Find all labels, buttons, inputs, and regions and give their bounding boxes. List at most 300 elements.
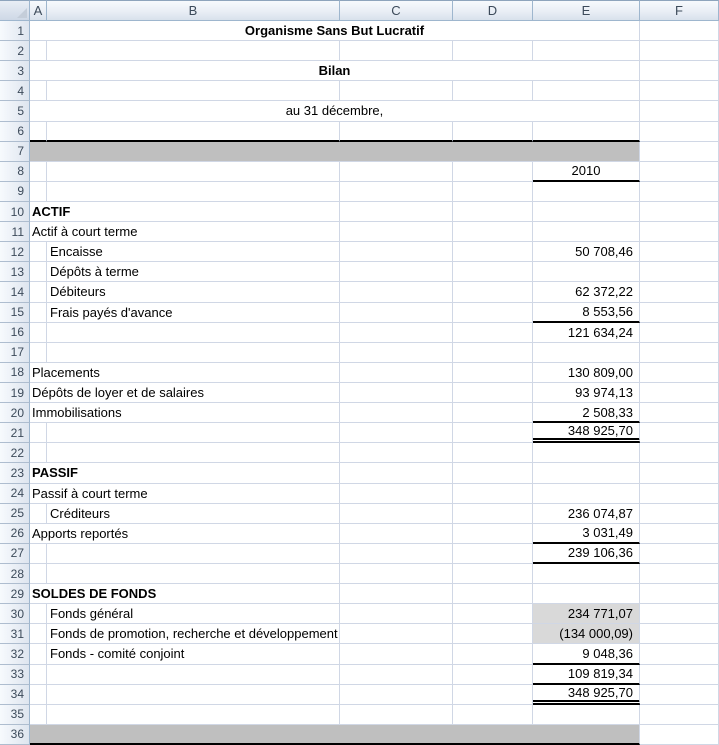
cell-E8[interactable] bbox=[533, 162, 640, 182]
cell-A23-text: PASSIF bbox=[32, 465, 78, 481]
cell-B31[interactable] bbox=[47, 624, 340, 644]
cell-E12-text: 50 708,46 bbox=[575, 244, 633, 260]
cell-C32[interactable] bbox=[340, 644, 453, 664]
cell-C10[interactable] bbox=[340, 202, 453, 222]
cell-A18-text: Placements bbox=[32, 364, 100, 380]
cell-E18-text: 130 809,00 bbox=[567, 364, 633, 380]
row-header-29[interactable]: 29 bbox=[0, 584, 30, 604]
cell-C13[interactable] bbox=[340, 262, 453, 282]
cell-C19[interactable] bbox=[340, 383, 453, 403]
row-header-12[interactable]: 12 bbox=[0, 242, 30, 262]
sheet-row-1 bbox=[30, 21, 719, 41]
cell-title-1-text: Organisme Sans But Lucratif bbox=[244, 23, 425, 39]
cell-F31[interactable] bbox=[640, 624, 719, 644]
col-header-F[interactable]: F bbox=[640, 0, 719, 21]
cell-C22[interactable] bbox=[340, 443, 453, 463]
cell-E32-text: 9 048,36 bbox=[582, 645, 633, 661]
cell-A31[interactable] bbox=[30, 624, 47, 644]
cell-B13-text: Dépôts à terme bbox=[50, 264, 139, 280]
cell-C17[interactable] bbox=[340, 343, 453, 363]
cell-B35[interactable] bbox=[47, 705, 340, 725]
cell-D10[interactable] bbox=[453, 202, 533, 222]
cell-A32[interactable] bbox=[30, 644, 47, 664]
cell-A17[interactable] bbox=[30, 343, 47, 363]
cell-E14[interactable] bbox=[533, 282, 640, 302]
cell-A22[interactable] bbox=[30, 443, 47, 463]
row-header-6[interactable]: 6 bbox=[0, 122, 30, 142]
cell-E29[interactable] bbox=[533, 584, 640, 604]
cell-D6[interactable] bbox=[453, 122, 533, 142]
row-header-17[interactable]: 17 bbox=[0, 343, 30, 363]
cell-E31-text: (134 000,09) bbox=[559, 626, 633, 642]
cell-D30[interactable] bbox=[453, 604, 533, 624]
cell-E26[interactable] bbox=[533, 524, 640, 544]
cell-B32[interactable] bbox=[47, 644, 340, 664]
cell-C30[interactable] bbox=[340, 604, 453, 624]
cell-E22[interactable] bbox=[533, 443, 640, 463]
cell-F16[interactable] bbox=[640, 323, 719, 343]
cell-F28[interactable] bbox=[640, 564, 719, 584]
cell-F21[interactable] bbox=[640, 423, 719, 443]
row-header-21[interactable]: 21 bbox=[0, 423, 30, 443]
row-header-4[interactable]: 4 bbox=[0, 81, 30, 101]
cell-B8[interactable] bbox=[47, 162, 340, 182]
row-header-11[interactable]: 11 bbox=[0, 222, 30, 242]
cell-D17[interactable] bbox=[453, 343, 533, 363]
cell-A11[interactable] bbox=[30, 222, 340, 242]
cell-A15[interactable] bbox=[30, 303, 47, 323]
cell-C6[interactable] bbox=[340, 122, 453, 142]
cell-C23[interactable] bbox=[340, 463, 453, 483]
cell-B12-text: Encaisse bbox=[50, 244, 103, 260]
row-header-10[interactable]: 10 bbox=[0, 202, 30, 222]
sheet-row-34 bbox=[30, 685, 719, 705]
cell-E19-text: 93 974,13 bbox=[575, 385, 633, 401]
cell-C27[interactable] bbox=[340, 544, 453, 564]
cell-F7[interactable] bbox=[640, 142, 719, 162]
cell-A30[interactable] bbox=[30, 604, 47, 624]
cell-D33[interactable] bbox=[453, 665, 533, 685]
cell-C2[interactable] bbox=[340, 41, 453, 61]
cell-A12[interactable] bbox=[30, 242, 47, 262]
row-header-8[interactable]: 8 bbox=[0, 162, 30, 182]
cell-B9[interactable] bbox=[47, 182, 340, 202]
sheet-row-26 bbox=[30, 524, 719, 544]
cell-F18[interactable] bbox=[640, 363, 719, 383]
cell-E32[interactable] bbox=[533, 644, 640, 664]
cell-D8[interactable] bbox=[453, 162, 533, 182]
cell-F23[interactable] bbox=[640, 463, 719, 483]
row-header-34[interactable]: 34 bbox=[0, 685, 30, 705]
cell-E17[interactable] bbox=[533, 343, 640, 363]
cell-title-1[interactable] bbox=[30, 21, 640, 41]
cell-C33[interactable] bbox=[340, 665, 453, 685]
cell-B30-text: Fonds général bbox=[50, 606, 134, 622]
cell-B16[interactable] bbox=[47, 323, 340, 343]
cell-E25[interactable] bbox=[533, 504, 640, 524]
cell-E20[interactable] bbox=[533, 403, 640, 423]
cell-B15[interactable] bbox=[47, 303, 340, 323]
row-header-33[interactable]: 33 bbox=[0, 665, 30, 685]
cell-F9[interactable] bbox=[640, 182, 719, 202]
cell-E24[interactable] bbox=[533, 484, 640, 504]
cell-A20[interactable] bbox=[30, 403, 340, 423]
sheet-row-19 bbox=[30, 383, 719, 403]
sheet-row-11 bbox=[30, 222, 719, 242]
cell-A24[interactable] bbox=[30, 484, 340, 504]
cell-A25[interactable] bbox=[30, 504, 47, 524]
cell-D19[interactable] bbox=[453, 383, 533, 403]
cell-A23[interactable] bbox=[30, 463, 340, 483]
cell-A16[interactable] bbox=[30, 323, 47, 343]
cell-E28[interactable] bbox=[533, 564, 640, 584]
cell-E9[interactable] bbox=[533, 182, 640, 202]
cell-E35[interactable] bbox=[533, 705, 640, 725]
cell-F29[interactable] bbox=[640, 584, 719, 604]
cell-E4[interactable] bbox=[533, 81, 640, 101]
cell-A19-text: Dépôts de loyer et de salaires bbox=[32, 385, 204, 401]
cell-E27[interactable] bbox=[533, 544, 640, 564]
cell-A19[interactable] bbox=[30, 383, 340, 403]
row-header-16[interactable]: 16 bbox=[0, 323, 30, 343]
row-header-28[interactable]: 28 bbox=[0, 564, 30, 584]
sheet-row-16 bbox=[30, 323, 719, 343]
cell-E12[interactable] bbox=[533, 242, 640, 262]
row-header-2[interactable]: 2 bbox=[0, 41, 30, 61]
cell-F20[interactable] bbox=[640, 403, 719, 423]
cell-C25[interactable] bbox=[340, 504, 453, 524]
row-header-3[interactable]: 3 bbox=[0, 61, 30, 81]
cell-C16[interactable] bbox=[340, 323, 453, 343]
row-header-26[interactable]: 26 bbox=[0, 524, 30, 544]
cell-A35[interactable] bbox=[30, 705, 47, 725]
cell-D16[interactable] bbox=[453, 323, 533, 343]
cell-E33-text: 109 819,34 bbox=[567, 666, 633, 682]
cell-F17[interactable] bbox=[640, 343, 719, 363]
cell-A9[interactable] bbox=[30, 182, 47, 202]
cell-B4[interactable] bbox=[47, 81, 340, 101]
select-all-triangle-icon bbox=[17, 8, 27, 18]
cell-B34[interactable] bbox=[47, 685, 340, 705]
cell-C35[interactable] bbox=[340, 705, 453, 725]
cell-C20[interactable] bbox=[340, 403, 453, 423]
col-header-A[interactable]: A bbox=[30, 0, 47, 21]
cell-E27-text: 239 106,36 bbox=[567, 545, 633, 561]
cell-A26[interactable] bbox=[30, 524, 340, 544]
cell-B14[interactable] bbox=[47, 282, 340, 302]
cell-D22[interactable] bbox=[453, 443, 533, 463]
col-header-B[interactable]: B bbox=[47, 0, 340, 21]
cell-C9[interactable] bbox=[340, 182, 453, 202]
cell-E23[interactable] bbox=[533, 463, 640, 483]
sheet-row-21 bbox=[30, 423, 719, 443]
cell-D11[interactable] bbox=[453, 222, 533, 242]
cell-B25[interactable] bbox=[47, 504, 340, 524]
cell-C8[interactable] bbox=[340, 162, 453, 182]
row-header-32[interactable]: 32 bbox=[0, 644, 30, 664]
cell-B28[interactable] bbox=[47, 564, 340, 584]
cell-F27[interactable] bbox=[640, 544, 719, 564]
cell-A20-text: Immobilisations bbox=[32, 405, 122, 421]
row-header-24[interactable]: 24 bbox=[0, 484, 30, 504]
row-header-23[interactable]: 23 bbox=[0, 463, 30, 483]
row-header-7[interactable]: 7 bbox=[0, 142, 30, 162]
cell-B33[interactable] bbox=[47, 665, 340, 685]
cell-F2[interactable] bbox=[640, 41, 719, 61]
cell-D18[interactable] bbox=[453, 363, 533, 383]
cell-A10[interactable] bbox=[30, 202, 340, 222]
cell-F15[interactable] bbox=[640, 303, 719, 323]
row-header-15[interactable]: 15 bbox=[0, 303, 30, 323]
cell-B31-text: Fonds de promotion, recherche et développement bbox=[50, 626, 338, 642]
cell-C21[interactable] bbox=[340, 423, 453, 443]
sheet-row-3 bbox=[30, 61, 719, 81]
sheet-row-4 bbox=[30, 81, 719, 101]
cell-A27[interactable] bbox=[30, 544, 47, 564]
cell-A26-text: Apports reportés bbox=[32, 525, 129, 541]
sheet-row-13 bbox=[30, 262, 719, 282]
cell-A13[interactable] bbox=[30, 262, 47, 282]
row-header-18[interactable]: 18 bbox=[0, 363, 30, 383]
cell-D12[interactable] bbox=[453, 242, 533, 262]
cell-E21[interactable] bbox=[533, 423, 640, 443]
cell-E8-text: 2010 bbox=[571, 163, 601, 179]
sheet-row-8 bbox=[30, 162, 719, 182]
sheet-row-18 bbox=[30, 363, 719, 383]
row-header-22[interactable]: 22 bbox=[0, 443, 30, 463]
cell-grid bbox=[30, 21, 719, 745]
sheet-row-33 bbox=[30, 665, 719, 685]
cell-B27[interactable] bbox=[47, 544, 340, 564]
sheet-row-2 bbox=[30, 41, 719, 61]
cell-B17[interactable] bbox=[47, 343, 340, 363]
cell-E31[interactable] bbox=[533, 624, 640, 644]
cell-E34-text: 348 925,70 bbox=[567, 684, 633, 700]
cell-D29[interactable] bbox=[453, 584, 533, 604]
cell-E11[interactable] bbox=[533, 222, 640, 242]
cell-E20-text: 2 508,33 bbox=[582, 404, 633, 420]
cell-A4[interactable] bbox=[30, 81, 47, 101]
cell-A28[interactable] bbox=[30, 564, 47, 584]
cell-A10-text: ACTIF bbox=[32, 204, 71, 220]
cell-B13[interactable] bbox=[47, 262, 340, 282]
cell-D21[interactable] bbox=[453, 423, 533, 443]
sheet-row-7 bbox=[30, 142, 719, 162]
cell-A11-text: Actif à court terme bbox=[32, 224, 138, 240]
sheet-row-36 bbox=[30, 725, 719, 745]
cell-E10[interactable] bbox=[533, 202, 640, 222]
cell-title-3[interactable] bbox=[30, 61, 640, 81]
cell-B22[interactable] bbox=[47, 443, 340, 463]
cell-D35[interactable] bbox=[453, 705, 533, 725]
sheet-row-22 bbox=[30, 443, 719, 463]
cell-D15[interactable] bbox=[453, 303, 533, 323]
cell-D25[interactable] bbox=[453, 504, 533, 524]
cell-E13[interactable] bbox=[533, 262, 640, 282]
sheet-row-28 bbox=[30, 564, 719, 584]
row-header-31[interactable]: 31 bbox=[0, 624, 30, 644]
cell-E18[interactable] bbox=[533, 363, 640, 383]
cell-D27[interactable] bbox=[453, 544, 533, 564]
cell-A34[interactable] bbox=[30, 685, 47, 705]
cell-D34[interactable] bbox=[453, 685, 533, 705]
cell-E19[interactable] bbox=[533, 383, 640, 403]
cell-F32[interactable] bbox=[640, 644, 719, 664]
sheet-row-17 bbox=[30, 343, 719, 363]
cell-F3[interactable] bbox=[640, 61, 719, 81]
cell-F36[interactable] bbox=[640, 725, 719, 745]
cell-D31[interactable] bbox=[453, 624, 533, 644]
cell-B32-text: Fonds - comité conjoint bbox=[50, 646, 185, 662]
cell-D26[interactable] bbox=[453, 524, 533, 544]
cell-D28[interactable] bbox=[453, 564, 533, 584]
cell-F30[interactable] bbox=[640, 604, 719, 624]
cell-D23[interactable] bbox=[453, 463, 533, 483]
select-all-corner[interactable] bbox=[0, 0, 30, 21]
cell-F26[interactable] bbox=[640, 524, 719, 544]
cell-F8[interactable] bbox=[640, 162, 719, 182]
sheet-row-10 bbox=[30, 202, 719, 222]
cell-A21[interactable] bbox=[30, 423, 47, 443]
cell-C31[interactable] bbox=[340, 624, 453, 644]
cell-E34[interactable] bbox=[533, 685, 640, 705]
cell-title-3-text: Bilan bbox=[318, 63, 351, 79]
cell-B25-text: Créditeurs bbox=[50, 505, 110, 521]
cell-C11[interactable] bbox=[340, 222, 453, 242]
cell-D13[interactable] bbox=[453, 262, 533, 282]
cell-F25[interactable] bbox=[640, 504, 719, 524]
row-header-14[interactable]: 14 bbox=[0, 282, 30, 302]
cell-E25-text: 236 074,87 bbox=[567, 505, 633, 521]
cell-D2[interactable] bbox=[453, 41, 533, 61]
row-header-5[interactable]: 5 bbox=[0, 101, 30, 121]
cell-C26[interactable] bbox=[340, 524, 453, 544]
sheet-row-20 bbox=[30, 403, 719, 423]
cell-E15[interactable] bbox=[533, 303, 640, 323]
cell-E6[interactable] bbox=[533, 122, 640, 142]
cell-B30[interactable] bbox=[47, 604, 340, 624]
row-header-13[interactable]: 13 bbox=[0, 262, 30, 282]
cell-B2[interactable] bbox=[47, 41, 340, 61]
cell-band-7[interactable] bbox=[30, 142, 640, 162]
cell-C34[interactable] bbox=[340, 685, 453, 705]
sheet-row-23 bbox=[30, 463, 719, 483]
sheet-row-35 bbox=[30, 705, 719, 725]
sheet-row-5 bbox=[30, 101, 719, 121]
cell-D4[interactable] bbox=[453, 81, 533, 101]
sheet-row-24 bbox=[30, 484, 719, 504]
cell-F22[interactable] bbox=[640, 443, 719, 463]
cell-F34[interactable] bbox=[640, 685, 719, 705]
cell-B21[interactable] bbox=[47, 423, 340, 443]
cell-E16[interactable] bbox=[533, 323, 640, 343]
cell-A33[interactable] bbox=[30, 665, 47, 685]
cell-F10[interactable] bbox=[640, 202, 719, 222]
sheet-row-6 bbox=[30, 122, 719, 142]
cell-A6[interactable] bbox=[30, 122, 47, 142]
cell-A18[interactable] bbox=[30, 363, 340, 383]
cell-E21-text: 348 925,70 bbox=[567, 423, 633, 439]
cell-C18[interactable] bbox=[340, 363, 453, 383]
cell-A8[interactable] bbox=[30, 162, 47, 182]
row-header-19[interactable]: 19 bbox=[0, 383, 30, 403]
cell-C4[interactable] bbox=[340, 81, 453, 101]
row-header-9[interactable]: 9 bbox=[0, 182, 30, 202]
cell-C12[interactable] bbox=[340, 242, 453, 262]
cell-E33[interactable] bbox=[533, 665, 640, 685]
sheet-row-31 bbox=[30, 624, 719, 644]
cell-F6[interactable] bbox=[640, 122, 719, 142]
row-header-30[interactable]: 30 bbox=[0, 604, 30, 624]
sheet-row-29 bbox=[30, 584, 719, 604]
cell-F13[interactable] bbox=[640, 262, 719, 282]
cell-F11[interactable] bbox=[640, 222, 719, 242]
sheet-row-12 bbox=[30, 242, 719, 262]
col-header-D[interactable]: D bbox=[453, 0, 533, 21]
row-header-35[interactable]: 35 bbox=[0, 705, 30, 725]
cell-C15[interactable] bbox=[340, 303, 453, 323]
cell-E26-text: 3 031,49 bbox=[582, 525, 633, 541]
cell-E15-text: 8 553,56 bbox=[582, 304, 633, 320]
cell-F19[interactable] bbox=[640, 383, 719, 403]
cell-D14[interactable] bbox=[453, 282, 533, 302]
cell-F12[interactable] bbox=[640, 242, 719, 262]
cell-C14[interactable] bbox=[340, 282, 453, 302]
cell-A29-text: SOLDES DE FONDS bbox=[32, 586, 157, 602]
row-header-25[interactable]: 25 bbox=[0, 504, 30, 524]
cell-E30-text: 234 771,07 bbox=[567, 606, 633, 622]
cell-band-36[interactable] bbox=[30, 725, 640, 745]
cell-F14[interactable] bbox=[640, 282, 719, 302]
cell-B12[interactable] bbox=[47, 242, 340, 262]
cell-A29[interactable] bbox=[30, 584, 340, 604]
cell-F4[interactable] bbox=[640, 81, 719, 101]
cell-B6[interactable] bbox=[47, 122, 340, 142]
cell-E2[interactable] bbox=[533, 41, 640, 61]
cell-D32[interactable] bbox=[453, 644, 533, 664]
cell-D20[interactable] bbox=[453, 403, 533, 423]
cell-F24[interactable] bbox=[640, 484, 719, 504]
row-header-1[interactable]: 1 bbox=[0, 21, 30, 41]
sheet-row-32 bbox=[30, 644, 719, 664]
cell-C28[interactable] bbox=[340, 564, 453, 584]
cell-E30[interactable] bbox=[533, 604, 640, 624]
row-header-20[interactable]: 20 bbox=[0, 403, 30, 423]
cell-F1[interactable] bbox=[640, 21, 719, 41]
sheet-row-27 bbox=[30, 544, 719, 564]
row-headers bbox=[0, 21, 30, 745]
cell-D9[interactable] bbox=[453, 182, 533, 202]
col-header-C[interactable]: C bbox=[340, 0, 453, 21]
cell-F33[interactable] bbox=[640, 665, 719, 685]
cell-F35[interactable] bbox=[640, 705, 719, 725]
col-header-E[interactable]: E bbox=[533, 0, 640, 21]
sheet-row-14 bbox=[30, 282, 719, 302]
row-header-36[interactable]: 36 bbox=[0, 725, 30, 745]
sheet-row-15 bbox=[30, 303, 719, 323]
cell-C24[interactable] bbox=[340, 484, 453, 504]
cell-title-5[interactable] bbox=[30, 101, 640, 121]
cell-B14-text: Débiteurs bbox=[50, 284, 106, 300]
cell-E14-text: 62 372,22 bbox=[575, 284, 633, 300]
cell-C29[interactable] bbox=[340, 584, 453, 604]
row-header-27[interactable]: 27 bbox=[0, 544, 30, 564]
column-headers bbox=[30, 0, 719, 21]
cell-A2[interactable] bbox=[30, 41, 47, 61]
cell-A14[interactable] bbox=[30, 282, 47, 302]
cell-F5[interactable] bbox=[640, 101, 719, 121]
cell-D24[interactable] bbox=[453, 484, 533, 504]
